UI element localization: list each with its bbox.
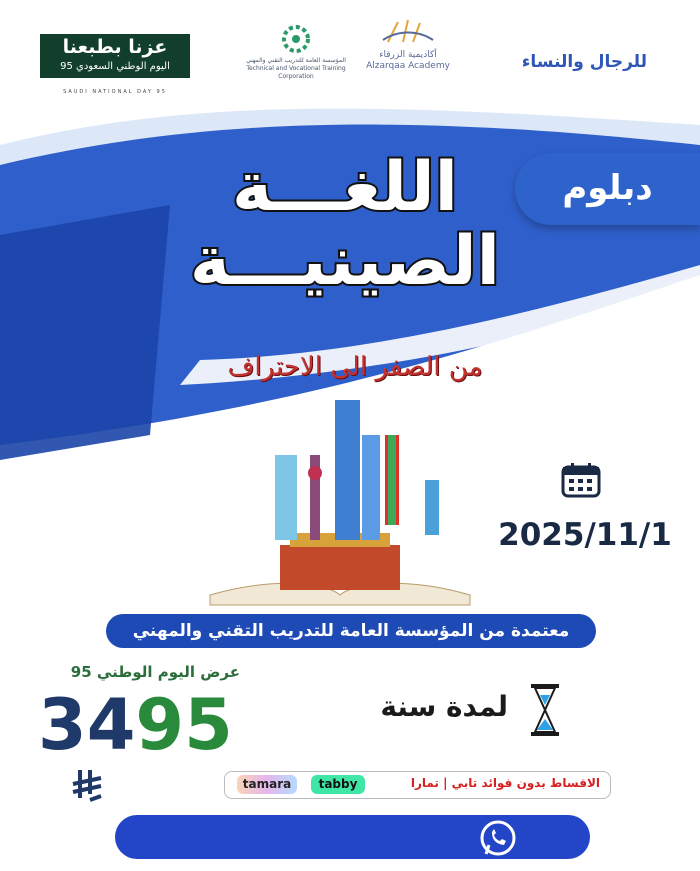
tvtc-name-en: Technical and Vocational Training Corporation (246, 65, 346, 80)
course-title-line1: اللغـــة (232, 148, 458, 227)
installments-text: الاقساط بدون فوائد تابي | تمارا (410, 776, 600, 790)
audience-text: للرجال والنساء (521, 52, 647, 72)
start-date: 2025/11/1 (498, 517, 672, 553)
slogan: من الصفر الى الاحتراف (227, 352, 483, 382)
riyal-icon (70, 768, 104, 802)
national-day-subtitle: اليوم الوطني السعودي 95 (60, 61, 170, 72)
tvtc-name-ar: المؤسسة العامة للتدريب التقني والمهني (246, 57, 346, 64)
installments-box (224, 771, 611, 799)
tvtc-emblem-icon (281, 24, 311, 54)
whatsapp-icon[interactable] (478, 818, 518, 858)
price (38, 685, 233, 765)
academy-name-en: Alzarqaa Academy (366, 61, 450, 71)
tvtc-logo (238, 24, 354, 81)
academy-logo (360, 18, 456, 72)
national-day-title: عزنا بطبعنا (62, 36, 168, 58)
city-book-illustration (200, 395, 480, 610)
national-day-logo (40, 34, 190, 78)
whatsapp-contact-bar[interactable] (115, 815, 590, 859)
course-title-line2: الصينيـــة (189, 222, 500, 301)
national-day-en: SAUDI NATIONAL DAY 95 (63, 89, 167, 95)
price-part2: 95 (135, 684, 233, 766)
diploma-badge: دبلوم (515, 153, 700, 225)
academy-emblem-icon (378, 18, 438, 46)
offer-label: عرض اليوم الوطني 95 (70, 663, 240, 681)
academy-name-ar: أكاديمية الزرقاء (379, 50, 437, 60)
price-part1: 34 (38, 684, 136, 766)
tamara-logo: tamara (237, 775, 297, 794)
tabby-logo: tabby (311, 775, 365, 794)
accreditation-banner: معتمدة من المؤسسة العامة للتدريب التقني والمهني (106, 614, 596, 648)
hourglass-icon (530, 683, 560, 737)
calendar-icon (561, 462, 601, 498)
duration-text: لمدة سنة (380, 690, 508, 723)
